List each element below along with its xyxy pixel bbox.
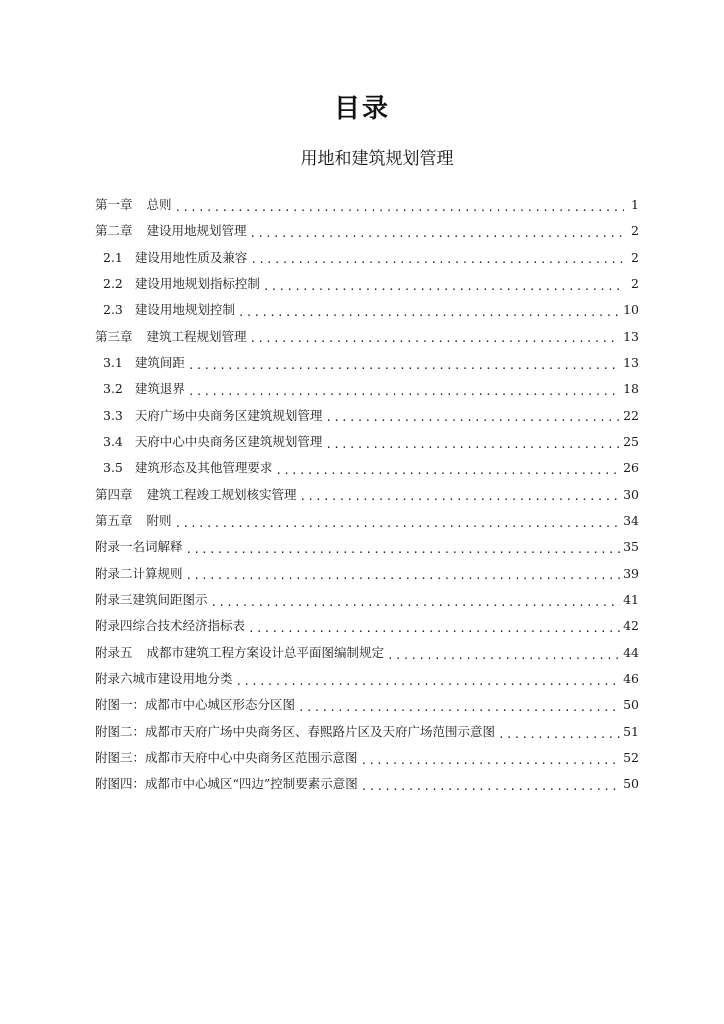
- toc-entry-number: 3.2: [103, 381, 123, 397]
- toc-entry-number: 2.3: [103, 302, 123, 318]
- toc-entry[interactable]: [95, 297, 639, 323]
- toc-entry-title: 附录二计算规则: [95, 565, 183, 581]
- toc-entry-number: 2.1: [103, 249, 123, 265]
- dot-leader: [250, 228, 624, 239]
- toc-entry-page-number: 51: [623, 723, 639, 739]
- toc-entry[interactable]: [95, 192, 639, 218]
- toc-entry-number: 第五章: [95, 513, 133, 529]
- dot-leader: [263, 281, 624, 292]
- toc-entry-page-number: 13: [623, 328, 639, 344]
- toc-entry-number: 第三章: [95, 328, 133, 344]
- dot-leader: [188, 360, 620, 371]
- toc-entry[interactable]: [95, 614, 639, 640]
- toc-entry[interactable]: [95, 429, 639, 455]
- dot-leader: [298, 702, 620, 713]
- toc-entry-title: 天府中心中央商务区建筑规划管理: [134, 434, 323, 450]
- toc-entry-title: 建筑退界: [134, 381, 185, 397]
- toc-entry[interactable]: [95, 218, 639, 244]
- toc-entry-title: 成都市建筑工程方案设计总平面图编制规定: [146, 644, 385, 660]
- toc-entry[interactable]: [95, 508, 639, 534]
- toc-entry-page-number: 22: [623, 407, 639, 423]
- toc-entry-page-number: 2: [631, 249, 639, 265]
- toc-entry-page-number: 2: [631, 275, 639, 291]
- toc-entry[interactable]: [95, 666, 639, 692]
- dot-leader: [175, 518, 621, 529]
- dot-leader: [250, 333, 621, 344]
- toc-entry-title: 附图一：成都市中心城区形态分区图: [95, 697, 296, 713]
- dot-leader: [186, 570, 621, 581]
- toc-entry[interactable]: [95, 482, 639, 508]
- dot-leader: [325, 412, 620, 423]
- dot-leader: [325, 439, 620, 450]
- toc-entry-page-number: 34: [623, 513, 639, 529]
- toc-entry-number: 第一章: [95, 196, 133, 212]
- toc-entry[interactable]: [95, 455, 639, 481]
- toc-entry-number: 3.3: [103, 407, 123, 423]
- toc-entry-title: 附则: [146, 513, 172, 529]
- dot-leader: [361, 781, 620, 792]
- page-subtitle: 用地和建筑规划管理: [300, 149, 454, 169]
- toc-entry-page-number: 2: [631, 223, 639, 239]
- toc-entry-number: 2.2: [103, 275, 123, 291]
- toc-entry-page-number: 39: [623, 565, 639, 581]
- dot-leader: [498, 729, 620, 740]
- toc-entry[interactable]: [95, 350, 639, 376]
- toc-entry-title: 建筑工程竣工规划核实管理: [146, 486, 297, 502]
- toc-entry[interactable]: [95, 745, 639, 771]
- toc-entry[interactable]: [95, 587, 639, 613]
- table-of-contents: [95, 192, 639, 798]
- toc-entry-title: 附图二：成都市天府广场中央商务区、春熙路片区及天府广场范围示意图: [95, 723, 496, 739]
- toc-entry[interactable]: [95, 772, 639, 798]
- toc-entry-page-number: 1: [631, 196, 639, 212]
- dot-leader: [236, 676, 621, 687]
- toc-entry-title: 建设用地规划控制: [134, 302, 235, 318]
- toc-entry[interactable]: [95, 376, 639, 402]
- dot-leader: [250, 254, 624, 265]
- toc-entry-page-number: 26: [623, 460, 639, 476]
- toc-entry-page-number: 42: [623, 618, 639, 634]
- toc-entry-title: 建筑形态及其他管理要求: [134, 460, 273, 476]
- toc-entry[interactable]: [95, 403, 639, 429]
- toc-entry[interactable]: [95, 640, 639, 666]
- toc-entry-title: 附录一名词解释: [95, 539, 183, 555]
- dot-leader: [188, 386, 620, 397]
- toc-entry-page-number: 25: [623, 434, 639, 450]
- toc-entry-number: 附录五: [95, 644, 133, 660]
- toc-entry-title: 附图三：成都市天府中心中央商务区范围示意图: [95, 750, 358, 766]
- toc-entry[interactable]: [95, 245, 639, 271]
- toc-entry-page-number: 35: [623, 539, 639, 555]
- toc-entry-number: 3.5: [103, 460, 123, 476]
- toc-entry-number: 第四章: [95, 486, 133, 502]
- toc-entry-number: 3.1: [103, 354, 123, 370]
- toc-entry-title: 建设用地规划管理: [146, 223, 247, 239]
- toc-entry-title: 附录三建筑间距图示: [95, 592, 208, 608]
- toc-entry[interactable]: [95, 324, 639, 350]
- toc-entry-page-number: 10: [623, 302, 639, 318]
- dot-leader: [186, 544, 621, 555]
- toc-entry-page-number: 18: [623, 381, 639, 397]
- dot-leader: [387, 650, 620, 661]
- page-title: 目录: [333, 94, 390, 124]
- toc-entry[interactable]: [95, 534, 639, 560]
- toc-entry-title: 附录六城市建设用地分类: [95, 671, 233, 687]
- toc-entry[interactable]: [95, 719, 639, 745]
- toc-entry-title: 建筑间距: [134, 354, 185, 370]
- toc-entry-number: 第二章: [95, 223, 133, 239]
- toc-entry-title: 附录四综合技术经济指标表: [95, 618, 246, 634]
- toc-entry-number: 3.4: [103, 434, 123, 450]
- dot-leader: [238, 307, 620, 318]
- dot-leader: [175, 202, 624, 213]
- toc-entry[interactable]: [95, 271, 639, 297]
- toc-entry-title: 建设用地规划指标控制: [134, 275, 260, 291]
- toc-entry-title: 建筑工程规划管理: [146, 328, 247, 344]
- toc-entry-title: 建设用地性质及兼容: [134, 249, 248, 265]
- toc-entry[interactable]: [95, 693, 639, 719]
- toc-entry-title: 天府广场中央商务区建筑规划管理: [134, 407, 323, 423]
- toc-entry-title: 附图四：成都市中心城区“四边”控制要素示意图: [95, 776, 358, 792]
- dot-leader: [300, 491, 621, 502]
- toc-entry-page-number: 30: [623, 486, 639, 502]
- toc-entry-title: 总则: [146, 196, 172, 212]
- toc-entry-page-number: 13: [623, 354, 639, 370]
- toc-entry-page-number: 41: [623, 592, 639, 608]
- dot-leader: [211, 597, 621, 608]
- dot-leader: [361, 755, 621, 766]
- toc-entry-page-number: 46: [623, 671, 639, 687]
- toc-entry-page-number: 50: [623, 776, 639, 792]
- toc-entry[interactable]: [95, 561, 639, 587]
- toc-entry-page-number: 50: [623, 697, 639, 713]
- toc-entry-page-number: 44: [623, 644, 639, 660]
- dot-leader: [248, 623, 620, 634]
- toc-entry-page-number: 52: [623, 750, 639, 766]
- dot-leader: [275, 465, 620, 476]
